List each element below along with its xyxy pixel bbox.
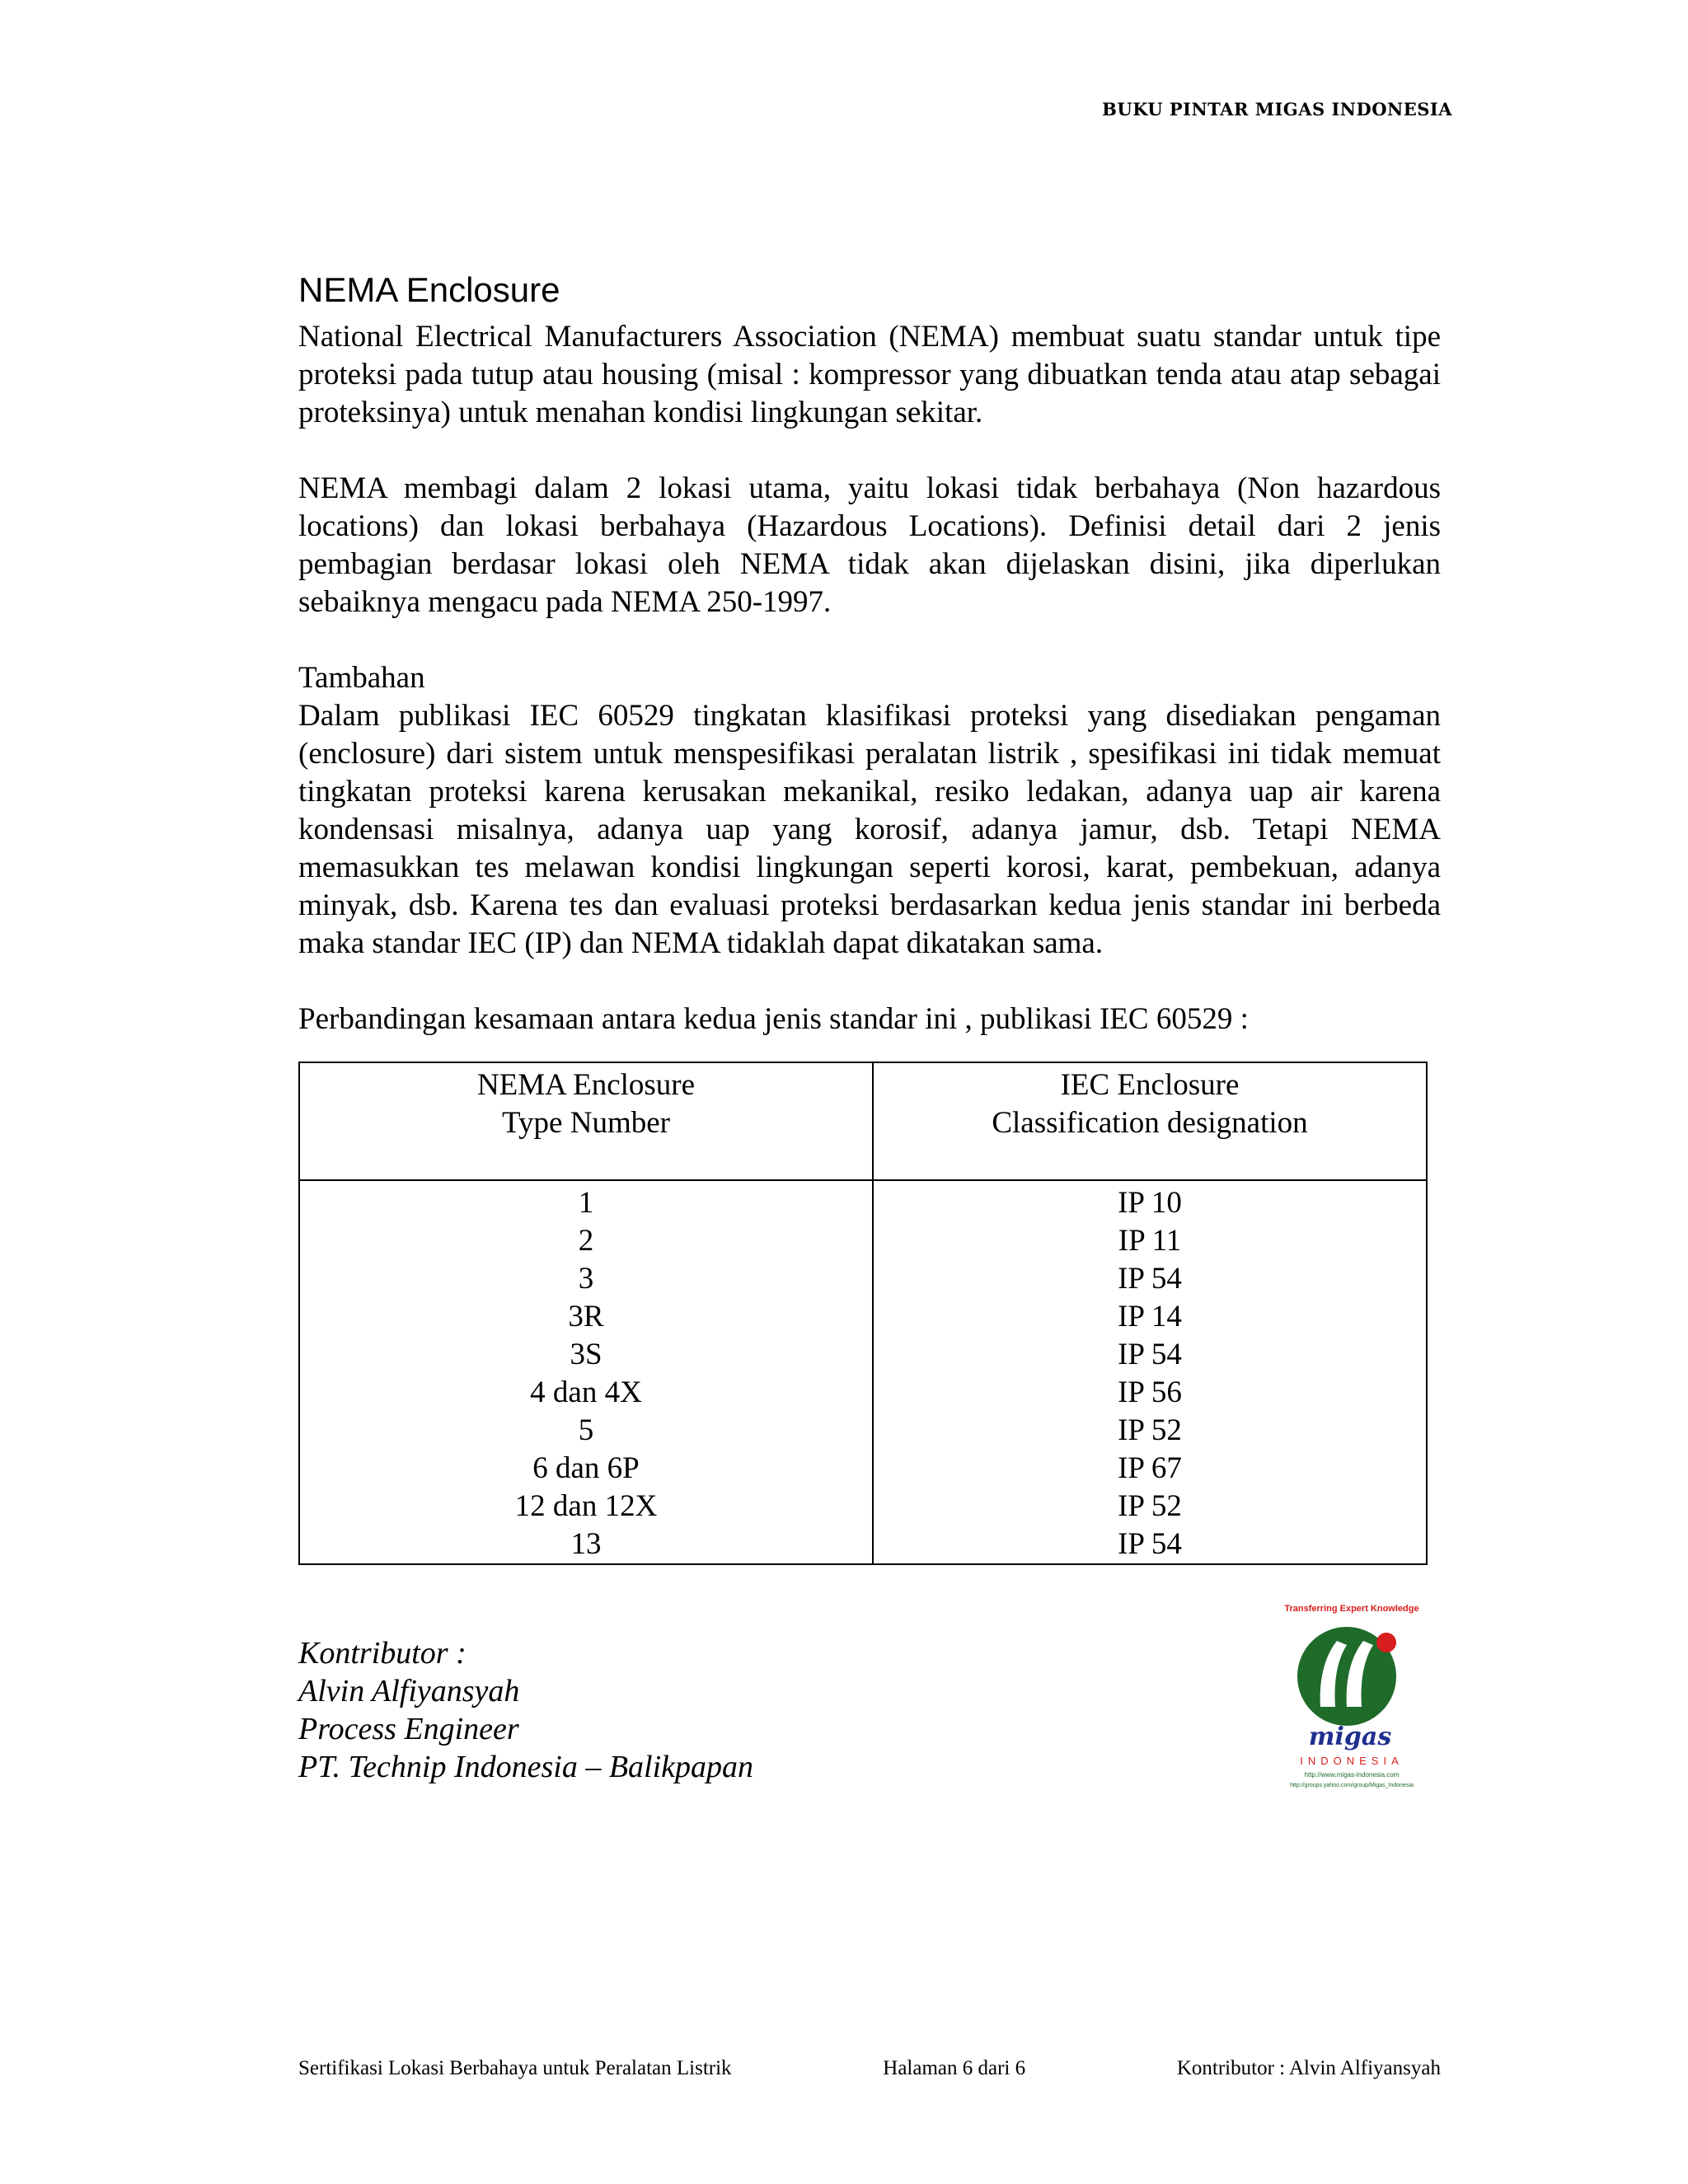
header-text: IEC Enclosure (1060, 1068, 1240, 1102)
iec-cell: IP 56 (1118, 1376, 1182, 1409)
paragraph-intro: National Electrical Manufacturers Association (NEMA) membuat suatu standar untuk tipe proteksi pada tutup atau housing (misal : kompressor yang dibuatkan tenda atau atap sebagai proteksinya) untuk menahan kondisi lingkungan sekitar. (298, 320, 1441, 429)
logo-brand: migas (1308, 1722, 1392, 1751)
logo-country: INDONESIA (1300, 1755, 1404, 1767)
section-heading: NEMA Enclosure (298, 270, 560, 309)
footer-page-number: Halaman 6 dari 6 (883, 2057, 1026, 2079)
contributor-name: Alvin Alfiyansyah (298, 1674, 520, 1708)
running-header: BUKU PINTAR MIGAS INDONESIA (1102, 99, 1452, 120)
paragraph-comparison: Perbandingan kesamaan antara kedua jenis standar ini , publikasi IEC 60529 : (298, 1002, 1249, 1036)
contributor-company: PT. Technip Indonesia – Balikpapan (298, 1750, 754, 1784)
iec-cell: IP 11 (1118, 1224, 1182, 1258)
nema-cell: 3 (578, 1262, 594, 1296)
migas-indonesia-logo (1261, 1600, 1442, 1797)
nema-column (299, 1180, 873, 1564)
iec-column (873, 1180, 1427, 1564)
logo-tagline: Transferring Expert Knowledge (1284, 1604, 1419, 1614)
footer-left: Sertifikasi Lokasi Berbahaya untuk Peralatan Listrik (298, 2057, 732, 2079)
iec-cell: IP 10 (1118, 1186, 1182, 1220)
footer-right: Kontributor : Alvin Alfiyansyah (1176, 2057, 1441, 2079)
nema-cell: 4 dan 4X (530, 1376, 642, 1409)
iec-cell: IP 54 (1118, 1338, 1182, 1371)
document-body (298, 270, 1441, 1832)
page-footer (298, 2057, 1441, 2080)
paragraph-addition: Dalam publikasi IEC 60529 tingkatan klasifikasi proteksi yang disediakan pengaman (enclosure) dari sistem untuk menspesifikasi peralatan listrik , spesifikasi ini tidak memuat tingkatan proteksi karena kerusakan mekanikal, resiko ledakan, adanya uap air karena kondensasi misalnya, adanya uap yang korosif, adanya jamur, dsb. Tetapi NEMA memasukkan tes melawan kondisi lingkungan seperti korosi, karat, pembekuan, adanya minyak, dsb. Karena tes dan evaluasi proteksi berdasarkan kedua jenis standar ini berbeda maka standar IEC (IP) dan NEMA tidaklah dapat dikatakan sama. (298, 699, 1441, 960)
iec-cell: IP 52 (1118, 1413, 1182, 1447)
header-text: Classification designation (992, 1106, 1308, 1140)
header-text: NEMA Enclosure (476, 1068, 696, 1102)
iec-cell: IP 67 (1118, 1451, 1182, 1485)
logo-url-group: http://groups.yahoo.com/group/Migas_Indonesia (1290, 1783, 1414, 1788)
nema-cell: 5 (578, 1413, 594, 1447)
nema-cell: 12 dan 12X (514, 1489, 658, 1523)
iec-cell: IP 52 (1118, 1489, 1182, 1523)
iec-cell: IP 54 (1118, 1527, 1182, 1561)
nema-cell: 1 (578, 1186, 594, 1220)
table-row (299, 1180, 1427, 1564)
nema-cell: 3R (568, 1300, 604, 1333)
comparison-table-wrapper (298, 1062, 1428, 1565)
table-header-nema (299, 1062, 873, 1180)
iec-cell: IP 54 (1118, 1262, 1182, 1296)
paragraph-addition-title: Tambahan (298, 661, 425, 695)
table-header-iec (873, 1062, 1427, 1180)
contributor-role: Process Engineer (298, 1712, 519, 1746)
nema-cell: 13 (570, 1527, 602, 1561)
nema-cell: 3S (570, 1338, 603, 1371)
header-text: Type Number (502, 1106, 670, 1140)
nema-cell: 2 (578, 1224, 594, 1258)
contributor-label: Kontributor : (298, 1636, 467, 1671)
logo-url-site: http://www.migas-indonesia.com (1304, 1771, 1400, 1779)
comparison-table (298, 1062, 1428, 1565)
logo-dot (1376, 1633, 1396, 1652)
contributor-block (298, 1604, 1441, 1832)
iec-cell: IP 14 (1118, 1300, 1182, 1333)
nema-cell: 6 dan 6P (532, 1451, 640, 1485)
paragraph-locations: NEMA membagi dalam 2 lokasi utama, yaitu lokasi tidak berbahaya (Non hazardous locations) dan lokasi berbahaya (Hazardous Locations). Definisi detail dari 2 jenis pembagian berdasar lokasi oleh NEMA tidak akan dijelaskan disini, jika diperlukan sebaiknya mengacu pada NEMA 250-1997. (298, 471, 1441, 619)
table-header-row (299, 1062, 1427, 1180)
